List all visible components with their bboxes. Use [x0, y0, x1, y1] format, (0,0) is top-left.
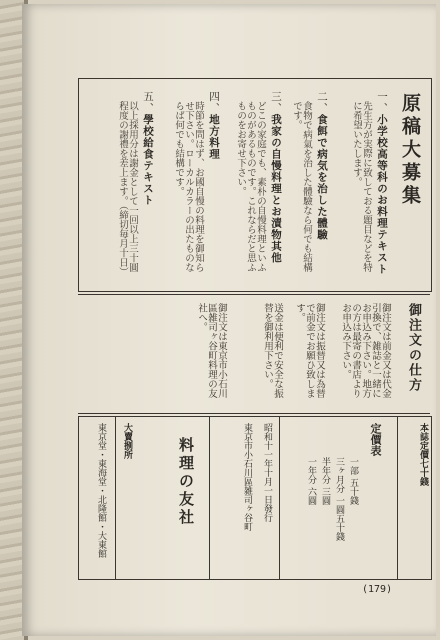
- order-para-1: 御注文は前金又は代金引換で、雑誌と一緒にお申込み下さい。地方の方は最寄の書店よりお申込み下さい。: [340, 303, 391, 398]
- recruit-item-4-body: 時節を問はず、お國自慢の料理を御知らせ下さい。ローカルカラーの出たものならば何でも結構です。: [173, 101, 204, 272]
- publish-date: 昭和十一年十月一日發行: [262, 423, 272, 522]
- order-para-4: 御注文は東京市小石川區雑司ヶ谷町料理の友社へ。: [196, 303, 227, 398]
- recruit-item-1: 一、小学校高等科のお料理テキスト: [376, 91, 388, 275]
- recruit-item-3-body: どこの家庭でも、素朴の自慢料理といふものがあるものです。これならだと思ふものをお寄せ下さい。: [235, 101, 266, 272]
- seller-places: 東京堂・東海堂・北隆館・大東館: [96, 423, 106, 558]
- magazine-page: [22, 4, 436, 636]
- price-header: 定價表: [369, 423, 382, 456]
- recruitment-box: [78, 78, 432, 292]
- price-row-3: 半年分 三圓: [320, 457, 330, 505]
- recruitment-title: 原稿大募集: [399, 93, 421, 208]
- recruit-item-1-body: 先生方が実際に致しておる題目などを特に希望いたします。: [351, 101, 372, 272]
- price-row-4: 一年分 六圓: [306, 457, 316, 505]
- publisher-name: 料理の友社: [177, 437, 195, 527]
- order-instructions-box: [78, 294, 430, 414]
- recruit-item-4: 四、地方料理: [208, 91, 220, 160]
- price-row-2: 三ヶ月分 一圓五十錢: [334, 457, 344, 541]
- recruit-item-5-body: 以上採用分は謝金として一回以上三十圓程度の謝禮を差上ます。（締切毎月十日）: [117, 101, 138, 277]
- price-row-1: 一部 五十錢: [348, 457, 358, 505]
- recruit-item-2-body: 食物で病氣を治した體驗なら何でも結構です。: [291, 101, 312, 272]
- recruit-item-5: 五、學校給食テキスト: [142, 91, 154, 206]
- publisher-address: 東京市小石川區雑司ヶ谷町: [242, 423, 252, 531]
- page-number: (179): [362, 584, 393, 595]
- colophon-table: [78, 416, 432, 580]
- price-label: 本誌定價七十錢: [418, 423, 428, 486]
- recruit-item-2: 二、食餌で病気を治した體驗: [316, 91, 328, 241]
- seller-label: 大賣捌所: [122, 423, 132, 459]
- order-title: 御注文の仕方: [406, 303, 421, 393]
- order-para-2: 御注文は振替又は為替で前金でお願ひ致します。: [294, 303, 325, 398]
- order-para-3: 送金は便利で安全な振替を御利用下さい。: [262, 303, 283, 398]
- recruit-item-3: 三、我家の自慢料理とお漬物其他: [270, 91, 282, 264]
